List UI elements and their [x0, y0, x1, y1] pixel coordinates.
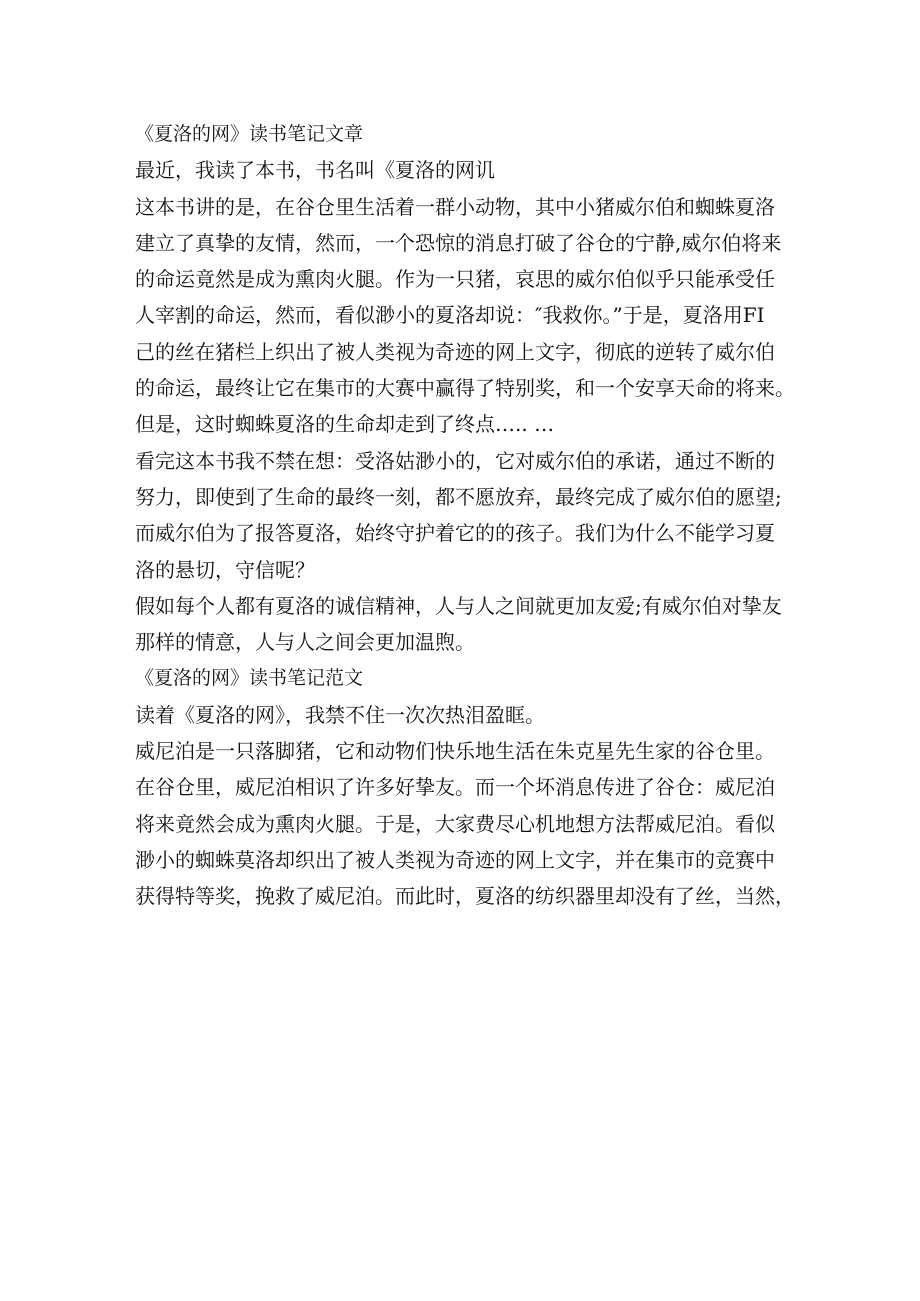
text-line: 获得特等奖，挽救了威尼泊。而此时，夏洛的纺织器里却没有了丝，当然， [135, 884, 795, 909]
text-line: 那样的情意，人与人之间会更加温煦。 [135, 630, 475, 655]
text-line: 的命运竟然是成为熏肉火腿。作为一只猪，哀思的威尔伯似乎只能承受任 [135, 267, 775, 292]
text-line: 在谷仓里，威尼泊相识了许多好挚友。而一个坏消息传进了谷仓：威尼泊 [135, 775, 775, 800]
document-body [135, 116, 800, 915]
article-title: 《夏洛的网》读书笔记文章 [135, 123, 364, 145]
text-line: 这本书讲的是，在谷仓里生活着一群小动物，其中小猪威尔伯和蜘蛛夏洛 [135, 194, 775, 219]
text-line: 但是，这时蜘蛛夏洛的生命却走到了终点….. … [135, 412, 555, 437]
text-line: 建立了真挚的友情，然而，一个恐惊的消息打破了谷仓的宁静,威尔伯将来 [135, 230, 782, 255]
article-title: 《夏洛的网》读书笔记范文 [135, 667, 364, 690]
text-line: 而威尔伯为了报答夏洛，始终守护着它的的孩子。我们为什么不能学习夏 [135, 521, 775, 546]
text-line: 渺小的蜘蛛莫洛却织出了被人类视为奇迹的网上文字，并在集市的竞赛中 [135, 847, 775, 872]
text-line: 努力，即使到了生命的最终一刻，都不愿放弃，最终完成了威尔伯的愿望; [135, 484, 782, 509]
text-line: 读着《夏洛的网》，我禁不住一次次热泪盈眶。 [135, 702, 545, 727]
text-line: 人宰割的命运，然而，看似渺小的夏洛却说：″我救你。”于是，夏洛用FI [135, 303, 765, 328]
text-line: 己的丝在猪栏上织出了被人类视为奇迹的网上文字，彻底的逆转了威尔伯 [135, 339, 775, 364]
text-line: 洛的悬切，守信呢？ [135, 557, 315, 582]
text-line: 假如每个人都有夏洛的诚信精神，人与人之间就更加友爱;有威尔伯对挚友 [135, 593, 782, 618]
text-line: 威尼泊是一只落脚猪，它和动物们快乐地生活在朱克星先生家的谷仓里。 [135, 739, 775, 764]
text-line: 最近，我读了本书，书名叫《夏洛的网讥 [135, 158, 495, 183]
text-line: 看完这本书我不禁在想：受洛姑渺小的，它对威尔伯的承诺，通过不断的 [135, 448, 775, 473]
text-line: 将来竟然会成为熏肉火腿。于是，大家费尽心机地想方法帮威尼泊。看似 [135, 811, 775, 836]
text-line: 的命运，最终让它在集市的大赛中赢得了特别奖，和一个安享天命的将来。 [135, 376, 795, 401]
